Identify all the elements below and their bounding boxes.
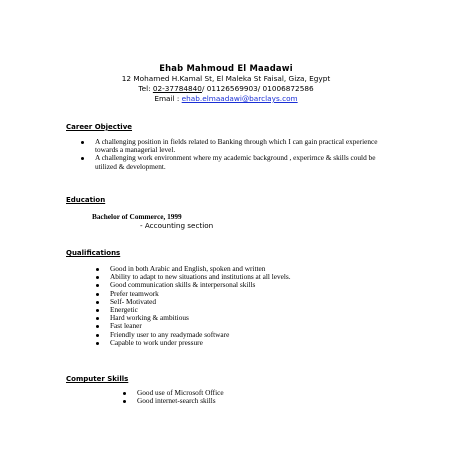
list-item: Ability to adapt to new situations and institutions at all levels. xyxy=(110,273,400,281)
education-section: - Accounting section xyxy=(140,221,214,230)
computer-skills-heading: Computer Skills xyxy=(66,375,129,383)
list-item: Hard working & ambitious xyxy=(110,314,400,322)
bullet-icon xyxy=(96,309,99,312)
education-heading: Education xyxy=(66,196,106,204)
computer-skills-list xyxy=(137,389,387,405)
bullet-icon xyxy=(96,342,99,345)
bullet-icon xyxy=(96,325,99,328)
qualifications-list xyxy=(110,265,400,347)
career-objective-list xyxy=(95,138,395,171)
list-item: Good use of Microsoft Office xyxy=(137,389,387,397)
bullet-icon xyxy=(96,317,99,320)
bullet-icon xyxy=(81,157,84,160)
bullet-icon xyxy=(96,293,99,296)
list-item: Self- Motivated xyxy=(110,298,400,306)
list-item: Capable to work under pressure xyxy=(110,339,400,347)
list-item: Prefer teamwork xyxy=(110,290,400,298)
list-item: A challenging work environment where my academic background , experirnce & skills could be utilized & development. xyxy=(95,154,395,170)
bullet-icon xyxy=(123,392,126,395)
candidate-email xyxy=(0,94,452,104)
email-label: Email : xyxy=(154,94,182,103)
education-degree: Bachelor of Commerce, 1999 xyxy=(92,212,182,221)
list-item: Friendly user to any readymade software xyxy=(110,331,400,339)
bullet-icon xyxy=(81,141,84,144)
email-link[interactable]: ehab.elmaadawi@barclays.com xyxy=(181,94,298,103)
tel-number-link[interactable]: 02-37784840 xyxy=(152,84,202,93)
career-objective-heading: Career Objective xyxy=(66,123,133,131)
qualifications-heading: Qualifications xyxy=(66,249,121,257)
tel-other-numbers: / 01126569903/ 01006872586 xyxy=(201,84,314,93)
bullet-icon xyxy=(96,284,99,287)
list-item: Energetic xyxy=(110,306,400,314)
list-item: A challenging position in fields related to Banking through which I can gain practical experience towards a managerial level. xyxy=(95,138,395,154)
candidate-phone xyxy=(0,84,452,94)
list-item: Good in both Arabic and English, spoken and written xyxy=(110,265,400,273)
bullet-icon xyxy=(123,400,126,403)
bullet-icon xyxy=(96,301,99,304)
candidate-name: Ehab Mahmoud El Maadawi xyxy=(159,63,293,73)
list-item: Fast leaner xyxy=(110,322,400,330)
resume-header xyxy=(0,63,452,104)
bullet-icon xyxy=(96,268,99,271)
bullet-icon xyxy=(96,276,99,279)
list-item: Good communication skills & interpersonal skills xyxy=(110,281,400,289)
list-item: Good internet-search skills xyxy=(137,397,387,405)
tel-label: Tel: xyxy=(138,84,153,93)
candidate-address: 12 Mohamed H.Kamal St, El Maleka St Faisal, Giza, Egypt xyxy=(121,74,331,83)
bullet-icon xyxy=(96,334,99,337)
